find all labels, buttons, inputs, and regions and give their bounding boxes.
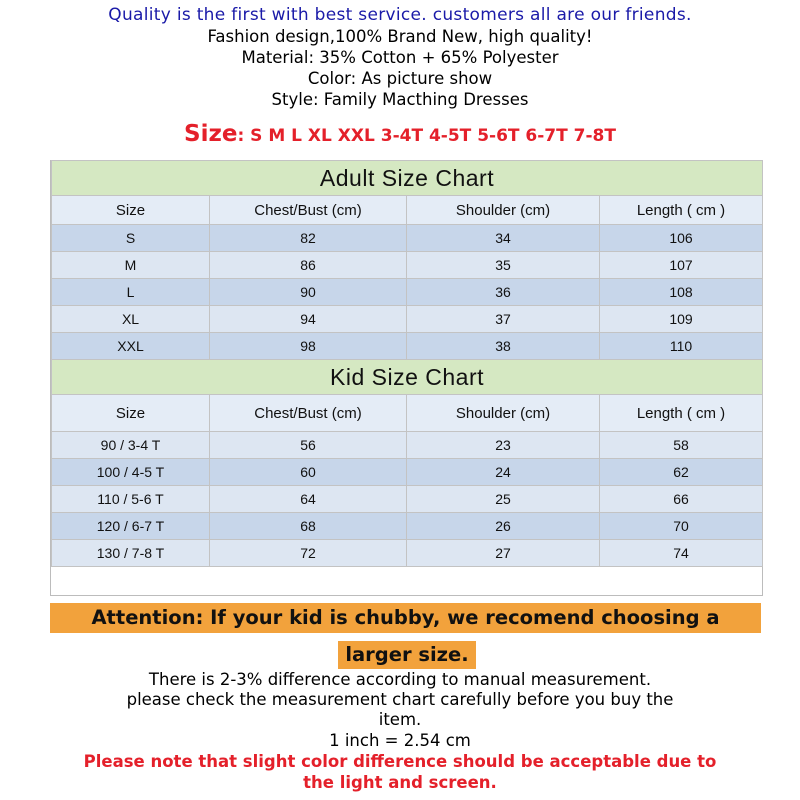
kid-cell-size: 130 / 7-8 T — [52, 540, 210, 567]
adult-cell-length: 106 — [600, 225, 763, 252]
adult-row — [52, 225, 763, 252]
adult-header-row — [52, 196, 763, 225]
adult-cell-length: 108 — [600, 279, 763, 306]
adult-row — [52, 333, 763, 360]
size-table — [51, 160, 763, 567]
kid-cell-chest: 56 — [210, 432, 407, 459]
adult-header-shoulder: Shoulder (cm) — [407, 196, 600, 225]
adult-header-size: Size — [52, 196, 210, 225]
kid-cell-size: 110 / 5-6 T — [52, 486, 210, 513]
adult-cell-chest: 86 — [210, 252, 407, 279]
style-line: Style: Family Macthing Dresses — [271, 90, 529, 109]
size-values: : S M L XL XXL 3-4T 4-5T 5-6T 6-7T 7-8T — [237, 126, 616, 146]
difference-note: There is 2-3% difference according to manual measurement. — [148, 670, 652, 689]
kid-cell-shoulder: 25 — [407, 486, 600, 513]
kid-chart-title-row — [52, 360, 763, 395]
kid-header-shoulder: Shoulder (cm) — [407, 395, 600, 432]
adult-cell-size: M — [52, 252, 210, 279]
kid-cell-length: 62 — [600, 459, 763, 486]
adult-cell-size: L — [52, 279, 210, 306]
adult-cell-shoulder: 38 — [407, 333, 600, 360]
adult-header-chest: Chest/Bust (cm) — [210, 196, 407, 225]
check-chart-note: please check the measurement chart carefully before you buy the — [126, 690, 674, 709]
kid-cell-chest: 72 — [210, 540, 407, 567]
adult-row — [52, 306, 763, 333]
kid-chart-title: Kid Size Chart — [52, 360, 763, 395]
kid-header-row — [52, 395, 763, 432]
kid-cell-shoulder: 24 — [407, 459, 600, 486]
adult-cell-length: 109 — [600, 306, 763, 333]
kid-cell-shoulder: 23 — [407, 432, 600, 459]
adult-cell-chest: 82 — [210, 225, 407, 252]
color-difference-note: Please note that slight color difference should be acceptable due to — [83, 752, 717, 771]
kid-row — [52, 513, 763, 540]
kid-cell-length: 70 — [600, 513, 763, 540]
kid-row — [52, 540, 763, 567]
adult-cell-length: 110 — [600, 333, 763, 360]
kid-cell-chest: 64 — [210, 486, 407, 513]
adult-cell-shoulder: 36 — [407, 279, 600, 306]
kid-row — [52, 432, 763, 459]
adult-cell-shoulder: 37 — [407, 306, 600, 333]
adult-chart-title: Adult Size Chart — [52, 161, 763, 196]
kid-cell-size: 100 / 4-5 T — [52, 459, 210, 486]
attention-banner: Attention: If your kid is chubby, we recomend choosing a — [50, 603, 761, 633]
quality-line: Quality is the first with best service. customers all are our friends. — [108, 5, 692, 25]
kid-cell-shoulder: 27 — [407, 540, 600, 567]
kid-header-length: Length ( cm ) — [600, 395, 763, 432]
adult-cell-chest: 98 — [210, 333, 407, 360]
adult-cell-length: 107 — [600, 252, 763, 279]
size-line — [0, 121, 800, 147]
kid-row — [52, 486, 763, 513]
size-label: Size — [184, 121, 238, 147]
inch-conversion-note: 1 inch = 2.54 cm — [329, 731, 471, 750]
attention-banner-continued: larger size. — [338, 641, 476, 669]
kid-cell-chest: 60 — [210, 459, 407, 486]
adult-cell-shoulder: 34 — [407, 225, 600, 252]
adult-cell-chest: 94 — [210, 306, 407, 333]
adult-chart-title-row — [52, 161, 763, 196]
size-chart — [50, 160, 763, 596]
check-chart-note-continued: item. — [378, 710, 422, 729]
kid-cell-length: 66 — [600, 486, 763, 513]
adult-header-length: Length ( cm ) — [600, 196, 763, 225]
adult-row — [52, 279, 763, 306]
design-line: Fashion design,100% Brand New, high quality! — [207, 27, 593, 46]
adult-row — [52, 252, 763, 279]
material-line: Material: 35% Cotton + 65% Polyester — [241, 48, 559, 67]
kid-header-size: Size — [52, 395, 210, 432]
adult-cell-chest: 90 — [210, 279, 407, 306]
kid-cell-size: 90 / 3-4 T — [52, 432, 210, 459]
kid-cell-shoulder: 26 — [407, 513, 600, 540]
kid-cell-chest: 68 — [210, 513, 407, 540]
kid-cell-length: 74 — [600, 540, 763, 567]
adult-cell-size: S — [52, 225, 210, 252]
color-difference-note-continued: the light and screen. — [303, 773, 497, 792]
kid-header-chest: Chest/Bust (cm) — [210, 395, 407, 432]
adult-cell-size: XXL — [52, 333, 210, 360]
kid-row — [52, 459, 763, 486]
kid-cell-size: 120 / 6-7 T — [52, 513, 210, 540]
color-line: Color: As picture show — [307, 69, 493, 88]
table-bottom-spacer — [51, 567, 762, 596]
adult-cell-shoulder: 35 — [407, 252, 600, 279]
adult-cell-size: XL — [52, 306, 210, 333]
kid-cell-length: 58 — [600, 432, 763, 459]
